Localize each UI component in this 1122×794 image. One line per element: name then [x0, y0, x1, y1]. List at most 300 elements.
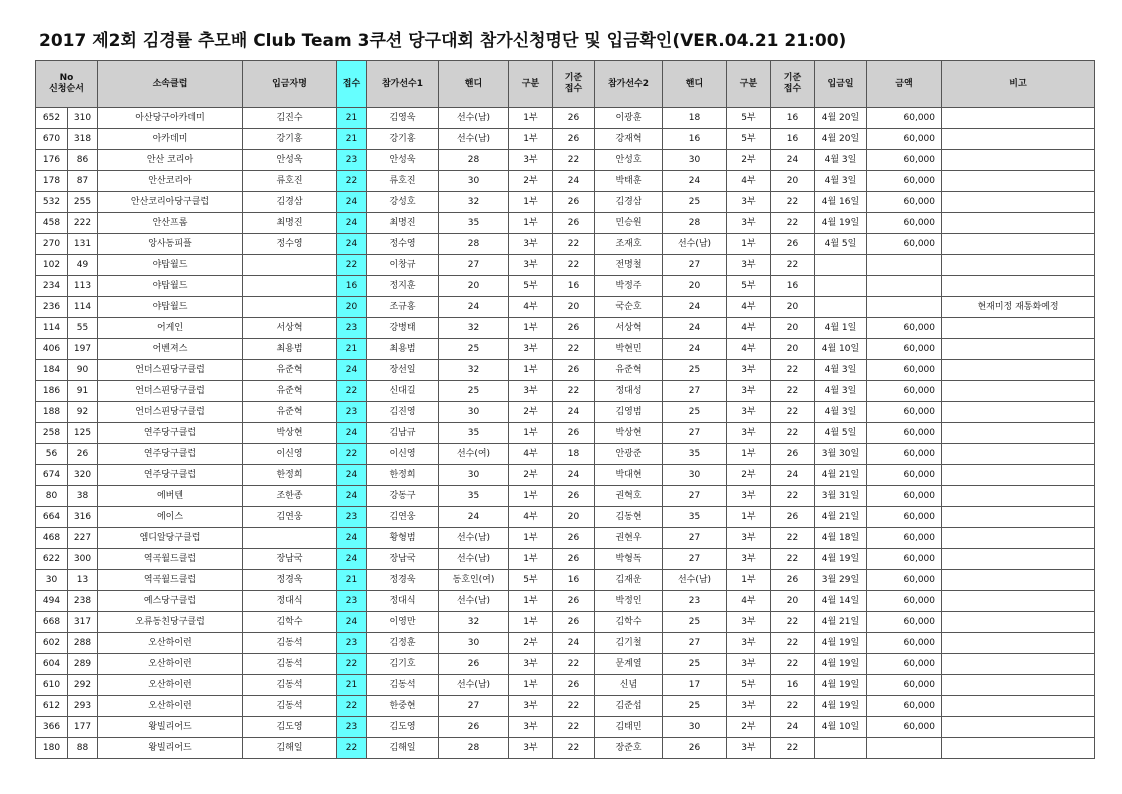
amount-cell: 60,000: [867, 696, 942, 717]
player1-cell: 이영만: [367, 612, 439, 633]
club-cell: 오산하이런: [98, 654, 243, 675]
player1-cell: 류호진: [367, 171, 439, 192]
score-cell: 24: [337, 423, 367, 444]
handicap1-cell: 25: [439, 381, 509, 402]
score-cell: 23: [337, 318, 367, 339]
deposit-date-cell: 4월 19일: [815, 654, 867, 675]
depositor-cell: 김도영: [243, 717, 337, 738]
score-cell: 22: [337, 255, 367, 276]
remarks-cell: [942, 675, 1095, 696]
club-cell: 언더스핀당구클럽: [98, 360, 243, 381]
division2-cell: 3부: [727, 528, 771, 549]
no-cell: 102: [36, 255, 68, 276]
player2-cell: 김동현: [595, 507, 663, 528]
player1-cell: 정경욱: [367, 570, 439, 591]
base-score1-cell: 20: [553, 297, 595, 318]
division1-cell: 4부: [509, 507, 553, 528]
order-cell: 13: [68, 570, 98, 591]
division2-cell: 3부: [727, 738, 771, 759]
score-cell: 23: [337, 402, 367, 423]
handicap2-cell: 선수(남): [663, 570, 727, 591]
page-title: 2017 제2회 김경률 추모배 Club Team 3쿠션 당구대회 참가신청명단 및 입금확인(VER.04.21 21:00): [39, 31, 847, 51]
base-score2-cell: 26: [771, 444, 815, 465]
table-row: [36, 297, 1095, 318]
division1-cell: 3부: [509, 654, 553, 675]
remarks-cell: [942, 549, 1095, 570]
handicap1-cell: 30: [439, 633, 509, 654]
base-score2-cell: 24: [771, 465, 815, 486]
player2-cell: 박상현: [595, 423, 663, 444]
deposit-date-cell: 4월 21일: [815, 465, 867, 486]
depositor-cell: 김동석: [243, 696, 337, 717]
handicap1-cell: 27: [439, 255, 509, 276]
handicap2-cell: 18: [663, 108, 727, 129]
order-cell: 293: [68, 696, 98, 717]
depositor-cell: 김동석: [243, 633, 337, 654]
club-cell: 역곡월드클럽: [98, 570, 243, 591]
division1-cell: 3부: [509, 339, 553, 360]
division2-cell: 1부: [727, 507, 771, 528]
order-cell: 90: [68, 360, 98, 381]
no-cell: 270: [36, 234, 68, 255]
table-row: [36, 129, 1095, 150]
table-row: [36, 360, 1095, 381]
club-cell: 역곡월드클럽: [98, 549, 243, 570]
deposit-date-cell: [815, 276, 867, 297]
deposit-date-cell: 4월 5일: [815, 234, 867, 255]
base-score1-cell: 24: [553, 402, 595, 423]
table-row: [36, 549, 1095, 570]
score-cell: 24: [337, 528, 367, 549]
deposit-date-cell: 4월 3일: [815, 402, 867, 423]
handicap1-cell: 35: [439, 213, 509, 234]
base-score2-cell: 22: [771, 381, 815, 402]
table-row: [36, 255, 1095, 276]
handicap1-cell: 선수(남): [439, 129, 509, 150]
remarks-cell: [942, 654, 1095, 675]
table-row: [36, 444, 1095, 465]
base-score2-cell: 22: [771, 360, 815, 381]
base-score2-cell: 20: [771, 297, 815, 318]
deposit-date-cell: 3월 30일: [815, 444, 867, 465]
handicap1-cell: 30: [439, 465, 509, 486]
player1-cell: 이신영: [367, 444, 439, 465]
table-row: [36, 591, 1095, 612]
depositor-cell: 조한종: [243, 486, 337, 507]
player2-cell: 박현민: [595, 339, 663, 360]
base-score2-cell: 26: [771, 234, 815, 255]
division2-cell: 2부: [727, 150, 771, 171]
amount-cell: 60,000: [867, 192, 942, 213]
no-cell: 176: [36, 150, 68, 171]
handicap2-cell: 25: [663, 402, 727, 423]
base-score1-cell: 24: [553, 465, 595, 486]
no-cell: 664: [36, 507, 68, 528]
club-cell: 앙사동피플: [98, 234, 243, 255]
handicap1-cell: 선수(남): [439, 675, 509, 696]
remarks-cell: [942, 738, 1095, 759]
handicap2-cell: 25: [663, 192, 727, 213]
deposit-date-cell: 4월 1일: [815, 318, 867, 339]
depositor-cell: 안성욱: [243, 150, 337, 171]
remarks-cell: [942, 507, 1095, 528]
base-score1-cell: 18: [553, 444, 595, 465]
handicap1-cell: 26: [439, 654, 509, 675]
deposit-date-cell: 4월 20일: [815, 129, 867, 150]
no-cell: 258: [36, 423, 68, 444]
no-cell: 366: [36, 717, 68, 738]
deposit-date-cell: 4월 19일: [815, 696, 867, 717]
division2-cell: 5부: [727, 129, 771, 150]
division1-cell: 3부: [509, 696, 553, 717]
player1-cell: 강병태: [367, 318, 439, 339]
table-row: [36, 738, 1095, 759]
handicap2-cell: 20: [663, 276, 727, 297]
player2-cell: 김태민: [595, 717, 663, 738]
order-cell: 318: [68, 129, 98, 150]
depositor-cell: [243, 297, 337, 318]
registration-table: [35, 60, 1095, 759]
amount-cell: 60,000: [867, 654, 942, 675]
base-score1-cell: 26: [553, 213, 595, 234]
base-score1-cell: 22: [553, 654, 595, 675]
order-cell: 125: [68, 423, 98, 444]
player1-cell: 정수영: [367, 234, 439, 255]
player1-cell: 조규홍: [367, 297, 439, 318]
player1-cell: 정지훈: [367, 276, 439, 297]
remarks-cell: [942, 150, 1095, 171]
amount-cell: 60,000: [867, 360, 942, 381]
player2-cell: 안광준: [595, 444, 663, 465]
handicap1-cell: 26: [439, 717, 509, 738]
order-cell: 292: [68, 675, 98, 696]
amount-cell: 60,000: [867, 528, 942, 549]
table-row: [36, 171, 1095, 192]
division1-cell: 1부: [509, 423, 553, 444]
player1-cell: 김남규: [367, 423, 439, 444]
base-score2-cell: 22: [771, 612, 815, 633]
division1-cell: 1부: [509, 612, 553, 633]
table-row: [36, 696, 1095, 717]
order-cell: 255: [68, 192, 98, 213]
order-cell: 91: [68, 381, 98, 402]
handicap1-cell: 28: [439, 150, 509, 171]
amount-cell: 60,000: [867, 423, 942, 444]
amount-cell: 60,000: [867, 318, 942, 339]
depositor-cell: [243, 255, 337, 276]
handicap1-cell: 28: [439, 234, 509, 255]
division2-cell: 1부: [727, 444, 771, 465]
no-cell: 56: [36, 444, 68, 465]
table-row: [36, 423, 1095, 444]
club-cell: 오산하이런: [98, 675, 243, 696]
no-cell: 234: [36, 276, 68, 297]
base-score2-cell: 16: [771, 129, 815, 150]
amount-cell: [867, 738, 942, 759]
division2-cell: 3부: [727, 633, 771, 654]
base-score1-cell: 26: [553, 675, 595, 696]
player2-cell: 박정주: [595, 276, 663, 297]
remarks-cell: [942, 465, 1095, 486]
division1-cell: 3부: [509, 150, 553, 171]
division1-cell: 5부: [509, 276, 553, 297]
division2-cell: 3부: [727, 654, 771, 675]
player2-cell: 정대성: [595, 381, 663, 402]
score-cell: 21: [337, 108, 367, 129]
score-cell: 21: [337, 675, 367, 696]
player1-cell: 한정희: [367, 465, 439, 486]
depositor-cell: [243, 276, 337, 297]
remarks-cell: [942, 633, 1095, 654]
remarks-cell: [942, 423, 1095, 444]
table-row: [36, 528, 1095, 549]
table-row: [36, 402, 1095, 423]
division2-cell: 3부: [727, 360, 771, 381]
handicap1-cell: 24: [439, 297, 509, 318]
division1-cell: 4부: [509, 444, 553, 465]
order-cell: 238: [68, 591, 98, 612]
deposit-date-cell: [815, 255, 867, 276]
player1-cell: 최용범: [367, 339, 439, 360]
player2-cell: 강재혁: [595, 129, 663, 150]
player1-cell: 김진영: [367, 402, 439, 423]
order-cell: 310: [68, 108, 98, 129]
col-header-club: 소속클럽: [98, 61, 243, 108]
handicap2-cell: 17: [663, 675, 727, 696]
amount-cell: [867, 276, 942, 297]
remarks-cell: [942, 528, 1095, 549]
table-row: [36, 465, 1095, 486]
score-cell: 23: [337, 507, 367, 528]
division1-cell: 3부: [509, 717, 553, 738]
remarks-cell: [942, 360, 1095, 381]
deposit-date-cell: 4월 20일: [815, 108, 867, 129]
order-cell: 113: [68, 276, 98, 297]
handicap2-cell: 25: [663, 654, 727, 675]
player1-cell: 이창규: [367, 255, 439, 276]
club-cell: 왕빌리어드: [98, 738, 243, 759]
handicap2-cell: 25: [663, 696, 727, 717]
deposit-date-cell: 3월 31일: [815, 486, 867, 507]
no-cell: 602: [36, 633, 68, 654]
club-cell: 오산하이런: [98, 633, 243, 654]
remarks-cell: [942, 381, 1095, 402]
no-cell: 670: [36, 129, 68, 150]
division2-cell: 5부: [727, 675, 771, 696]
player2-cell: 김학수: [595, 612, 663, 633]
remarks-cell: [942, 255, 1095, 276]
score-cell: 24: [337, 486, 367, 507]
no-cell: 114: [36, 318, 68, 339]
player1-cell: 한중현: [367, 696, 439, 717]
no-cell: 80: [36, 486, 68, 507]
table-row: [36, 318, 1095, 339]
handicap2-cell: 24: [663, 339, 727, 360]
division1-cell: 1부: [509, 591, 553, 612]
club-cell: 아산당구아카데미: [98, 108, 243, 129]
player1-cell: 신대길: [367, 381, 439, 402]
remarks-cell: [942, 234, 1095, 255]
club-cell: 어벤져스: [98, 339, 243, 360]
division2-cell: 1부: [727, 234, 771, 255]
depositor-cell: 유준혁: [243, 381, 337, 402]
base-score1-cell: 26: [553, 129, 595, 150]
club-cell: 야탑월드: [98, 297, 243, 318]
order-cell: 300: [68, 549, 98, 570]
player1-cell: 장남국: [367, 549, 439, 570]
amount-cell: 60,000: [867, 675, 942, 696]
handicap1-cell: 32: [439, 360, 509, 381]
club-cell: 연주당구클럽: [98, 444, 243, 465]
division1-cell: 2부: [509, 633, 553, 654]
player1-cell: 강동구: [367, 486, 439, 507]
handicap2-cell: 27: [663, 486, 727, 507]
division2-cell: 5부: [727, 276, 771, 297]
handicap1-cell: 24: [439, 507, 509, 528]
table-row: [36, 654, 1095, 675]
handicap2-cell: 27: [663, 381, 727, 402]
table-row: [36, 234, 1095, 255]
deposit-date-cell: 4월 3일: [815, 171, 867, 192]
amount-cell: 60,000: [867, 591, 942, 612]
amount-cell: 60,000: [867, 717, 942, 738]
deposit-date-cell: 4월 10일: [815, 339, 867, 360]
remarks-cell: [942, 339, 1095, 360]
club-cell: 안산프롬: [98, 213, 243, 234]
player1-cell: 강성호: [367, 192, 439, 213]
deposit-date-cell: 4월 16일: [815, 192, 867, 213]
no-cell: 612: [36, 696, 68, 717]
handicap2-cell: 35: [663, 507, 727, 528]
deposit-date-cell: [815, 738, 867, 759]
base-score2-cell: 20: [771, 591, 815, 612]
deposit-date-cell: 4월 3일: [815, 381, 867, 402]
remarks-cell: [942, 276, 1095, 297]
player2-cell: 김재운: [595, 570, 663, 591]
handicap1-cell: 25: [439, 339, 509, 360]
division1-cell: 2부: [509, 402, 553, 423]
division1-cell: 3부: [509, 255, 553, 276]
score-cell: 23: [337, 717, 367, 738]
order-cell: 289: [68, 654, 98, 675]
order-cell: 86: [68, 150, 98, 171]
club-cell: 언더스핀당구클럽: [98, 402, 243, 423]
remarks-cell: [942, 108, 1095, 129]
handicap2-cell: 35: [663, 444, 727, 465]
handicap2-cell: 27: [663, 255, 727, 276]
handicap1-cell: 선수(남): [439, 528, 509, 549]
base-score2-cell: 24: [771, 150, 815, 171]
table-row: [36, 717, 1095, 738]
player2-cell: 김영범: [595, 402, 663, 423]
base-score1-cell: 26: [553, 108, 595, 129]
club-cell: 예스당구클럽: [98, 591, 243, 612]
player1-cell: 김해일: [367, 738, 439, 759]
base-score2-cell: 24: [771, 717, 815, 738]
table-row: [36, 339, 1095, 360]
player2-cell: 민승원: [595, 213, 663, 234]
handicap2-cell: 24: [663, 318, 727, 339]
remarks-cell: [942, 171, 1095, 192]
player1-cell: 김정훈: [367, 633, 439, 654]
table-row: [36, 612, 1095, 633]
handicap2-cell: 27: [663, 423, 727, 444]
club-cell: 에버텐: [98, 486, 243, 507]
deposit-date-cell: 4월 14일: [815, 591, 867, 612]
player1-cell: 김기호: [367, 654, 439, 675]
score-cell: 21: [337, 129, 367, 150]
order-cell: 222: [68, 213, 98, 234]
base-score2-cell: 22: [771, 192, 815, 213]
score-cell: 16: [337, 276, 367, 297]
order-cell: 92: [68, 402, 98, 423]
player2-cell: 권현우: [595, 528, 663, 549]
player2-cell: 유준혁: [595, 360, 663, 381]
table-row: [36, 675, 1095, 696]
base-score1-cell: 22: [553, 381, 595, 402]
depositor-cell: 강기홍: [243, 129, 337, 150]
deposit-date-cell: 4월 19일: [815, 633, 867, 654]
club-cell: 오산하이런: [98, 696, 243, 717]
division2-cell: 4부: [727, 591, 771, 612]
order-cell: 49: [68, 255, 98, 276]
division2-cell: 3부: [727, 402, 771, 423]
base-score2-cell: 22: [771, 213, 815, 234]
table-row: [36, 213, 1095, 234]
table-row: [36, 507, 1095, 528]
score-cell: 24: [337, 465, 367, 486]
remarks-cell: [942, 129, 1095, 150]
deposit-date-cell: 4월 10일: [815, 717, 867, 738]
player2-cell: 국순호: [595, 297, 663, 318]
order-cell: 55: [68, 318, 98, 339]
table-row: [36, 486, 1095, 507]
player2-cell: 전명철: [595, 255, 663, 276]
no-cell: 184: [36, 360, 68, 381]
score-cell: 22: [337, 171, 367, 192]
division1-cell: 1부: [509, 675, 553, 696]
deposit-date-cell: [815, 297, 867, 318]
base-score1-cell: 24: [553, 633, 595, 654]
depositor-cell: 유준혁: [243, 402, 337, 423]
col-header-no: No 신청순서: [36, 61, 98, 108]
score-cell: 24: [337, 213, 367, 234]
player1-cell: 김동석: [367, 675, 439, 696]
club-cell: 안산코리아: [98, 171, 243, 192]
division2-cell: 2부: [727, 717, 771, 738]
division2-cell: 4부: [727, 171, 771, 192]
col-header-score: 접수: [337, 61, 367, 108]
order-cell: 38: [68, 486, 98, 507]
header-row: [36, 61, 1095, 108]
deposit-date-cell: 4월 19일: [815, 549, 867, 570]
handicap2-cell: 25: [663, 360, 727, 381]
base-score2-cell: 22: [771, 486, 815, 507]
depositor-cell: 정대식: [243, 591, 337, 612]
base-score2-cell: 16: [771, 675, 815, 696]
depositor-cell: 정수영: [243, 234, 337, 255]
handicap1-cell: 32: [439, 192, 509, 213]
depositor-cell: 류호진: [243, 171, 337, 192]
handicap2-cell: 30: [663, 465, 727, 486]
col-header-deposit-date: 입금일: [815, 61, 867, 108]
col-header-depositor: 입금자명: [243, 61, 337, 108]
handicap2-cell: 30: [663, 717, 727, 738]
division2-cell: 3부: [727, 381, 771, 402]
amount-cell: 60,000: [867, 486, 942, 507]
order-cell: 87: [68, 171, 98, 192]
division1-cell: 1부: [509, 360, 553, 381]
